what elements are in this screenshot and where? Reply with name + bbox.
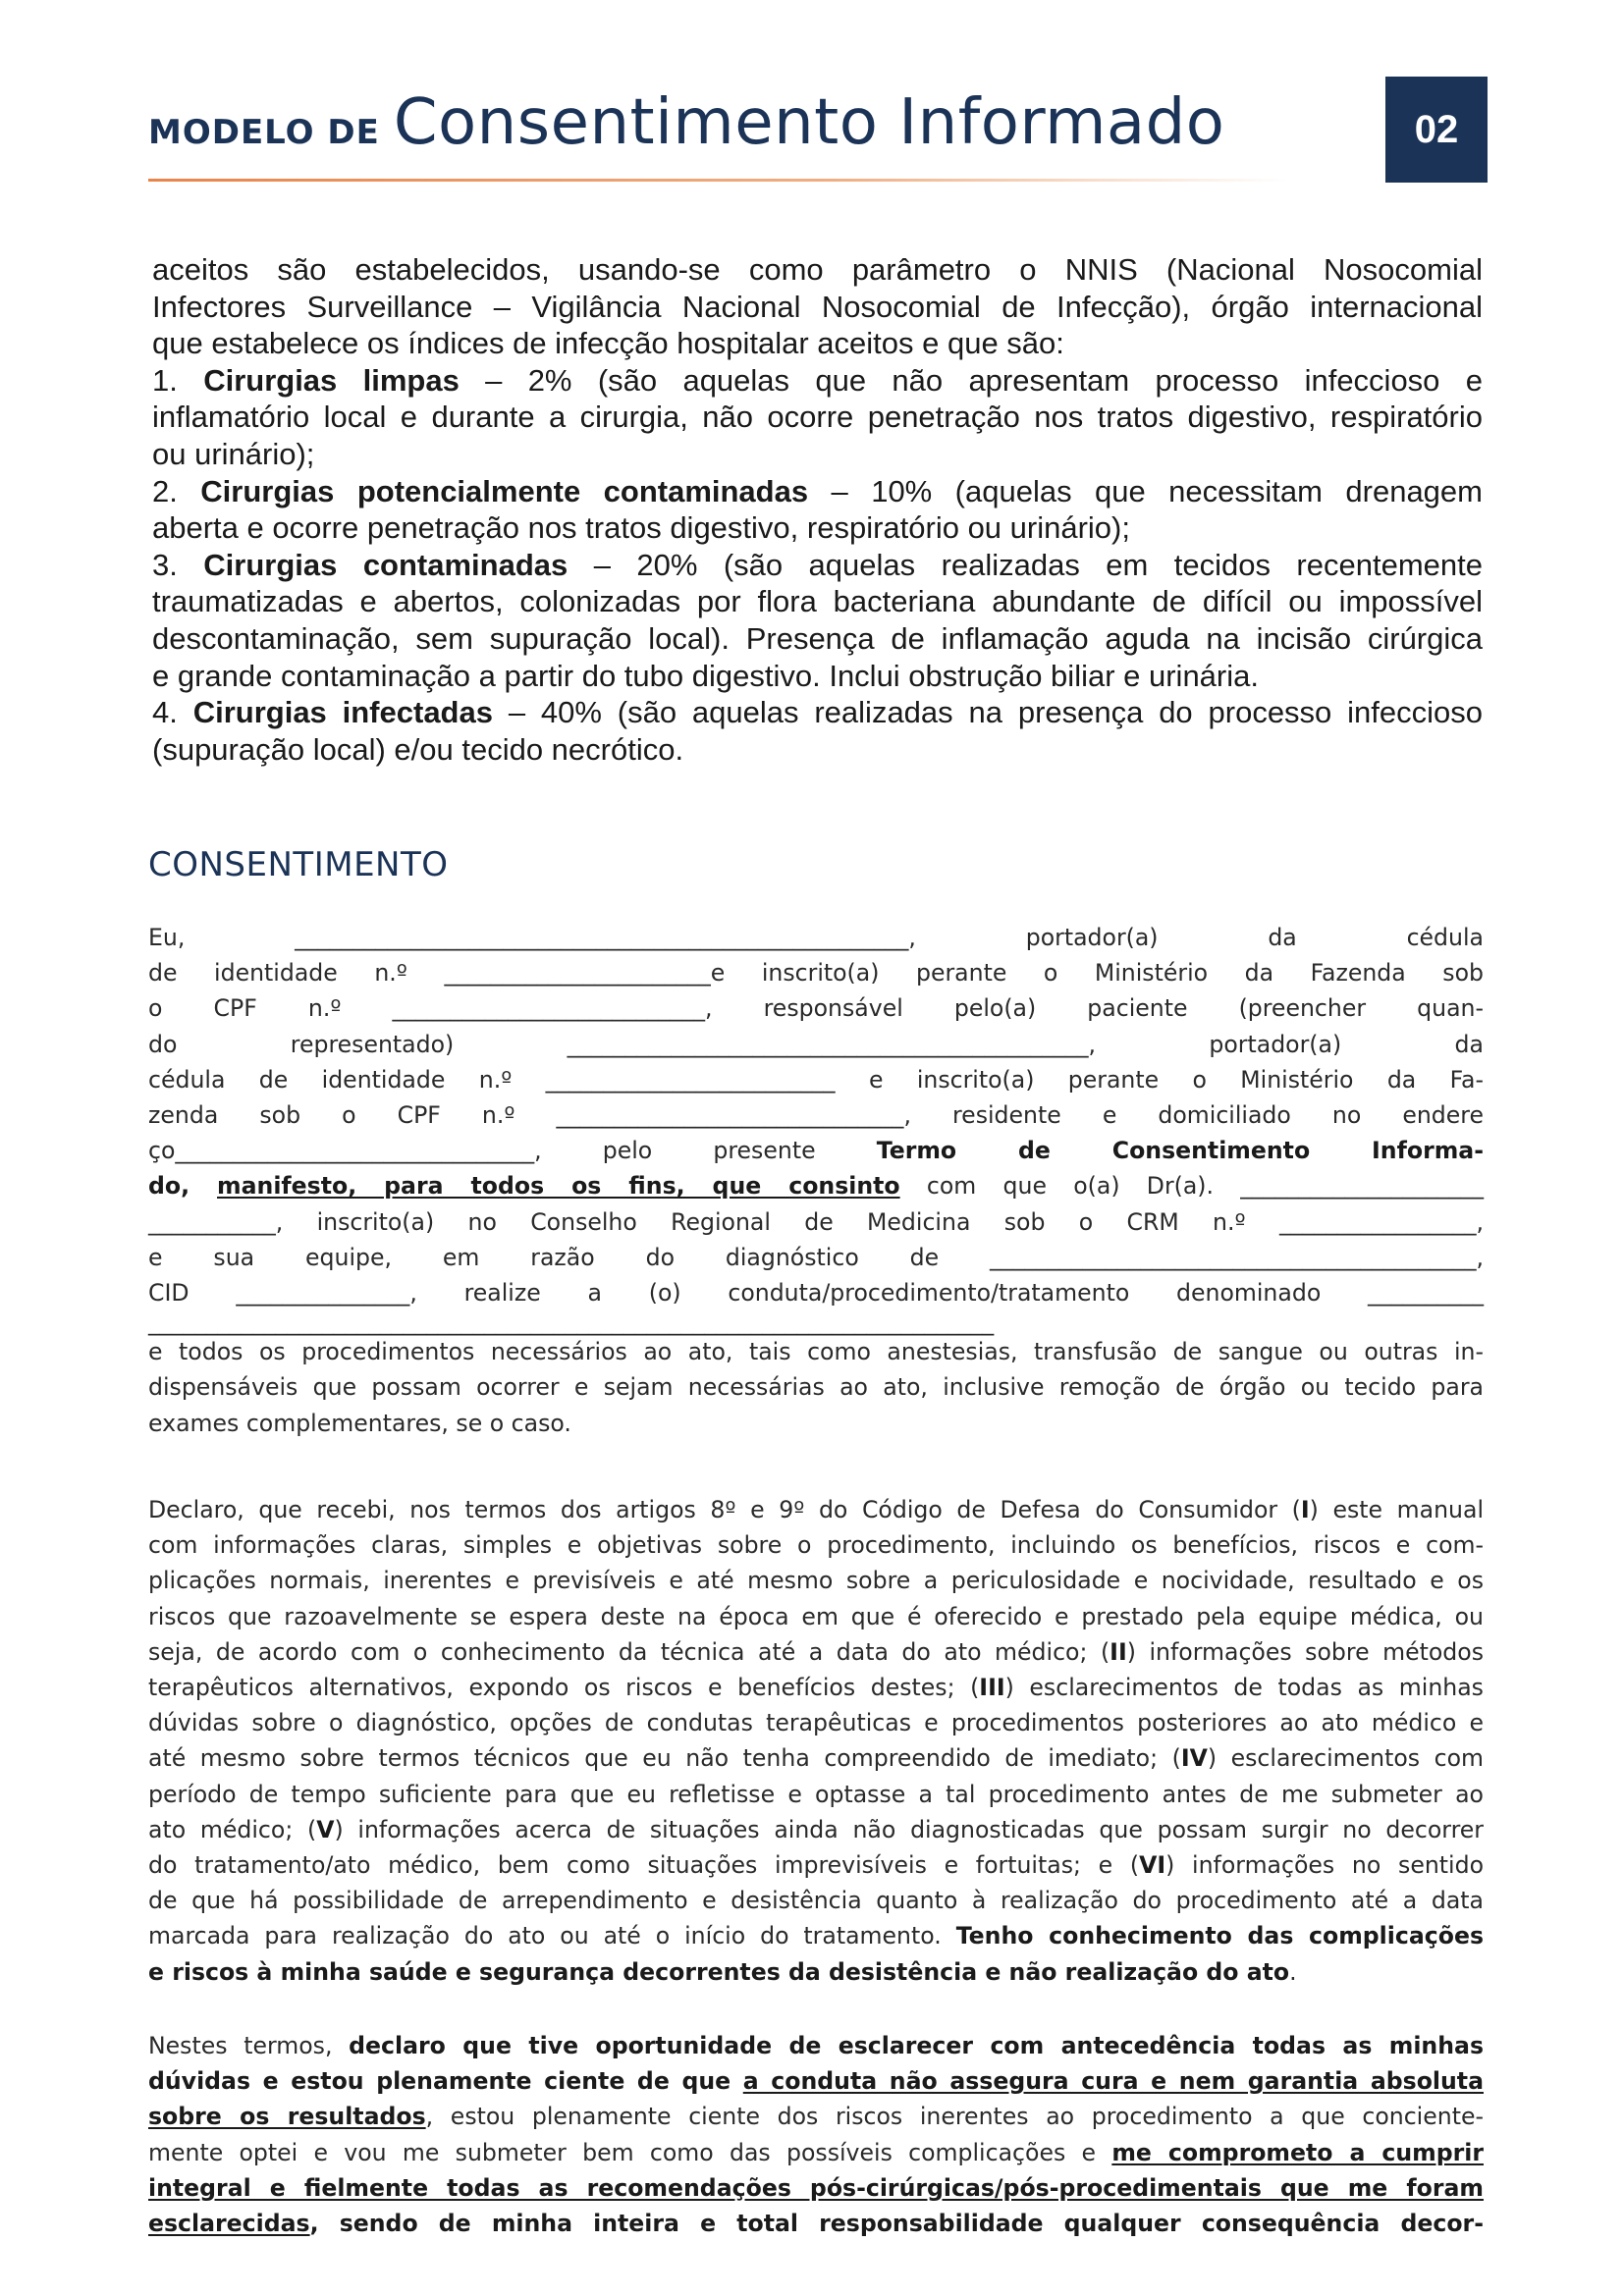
paragraph-line: terapêuticos alternativos, expondo os riscos e benefícios destes; (III) esclarecimentos de todas as minhas [148, 1674, 1484, 1702]
paragraph-line: marcada para realização do ato ou até o início do tratamento. Tenho conhecimento das complicações [148, 1922, 1485, 1950]
list-item-line: inflamatório local e durante a cirurgia, não ocorre penetração nos tratos digestivo, respiratório [152, 400, 1483, 435]
form-line: CID _______________, realize a (o) conduta/procedimento/tratamento denominado __________ [148, 1279, 1484, 1308]
paragraph-line: riscos que razoavelmente se espera deste na época em que é oferecido e prestado pela equipe médica, ou [148, 1602, 1484, 1630]
list-item-line: traumatizadas e abertos, colonizadas por flora bacteriana abundante de difícil ou impossível [152, 584, 1483, 619]
paragraph-line: integral e fielmente todas as recomendações pós-cirúrgicas/pós-procedimentais que me foram [148, 2173, 1484, 2202]
intro-line: que estabelece os índices de infecção hospitalar aceitos e que são: [152, 326, 1064, 361]
paragraph-line: ato médico; (V) informações acerca de situações ainda não diagnosticadas que possam surgir no decorrer [148, 1815, 1484, 1843]
paragraph-line: Declaro, que recebi, nos termos dos artigos 8º e 9º do Código de Defesa do Consumidor (I) este manual [148, 1496, 1484, 1523]
closing-paragraph [148, 2028, 1484, 2241]
form-line: e sua equipe, em razão do diagnóstico de __________________________________________, [148, 1243, 1484, 1271]
form-line: o CPF n.º ___________________________, responsável pelo(a) paciente (preencher quan- [148, 994, 1484, 1023]
form-line: e todos os procedimentos necessários ao ato, tais como anestesias, transfusão de sangue ou outras in- [148, 1338, 1484, 1366]
list-item-line: (supuração local) e/ou tecido necrótico. [152, 731, 684, 767]
list-item-infected: 4. Cirurgias infectadas – 40% (são aquelas realizadas na presença do processo infeccioso [152, 695, 1483, 730]
form-line: ___________, inscrito(a) no Conselho Regional de Medicina sob o CRM n.º _________________, [148, 1207, 1484, 1236]
list-item-contaminated: 3. Cirurgias contaminadas – 20% (são aquelas realizadas em tecidos recentemente [152, 547, 1483, 582]
form-line: de identidade n.º _______________________e inscrito(a) perante o Ministério da Fazenda sob [148, 959, 1484, 988]
list-item-line: aberta e ocorre penetração nos tratos digestivo, respiratório ou urinário); [152, 510, 1130, 546]
paragraph-line: e riscos à minha saúde e segurança decorrentes da desistência e não realização do ato. [148, 1957, 1297, 1986]
intro-line: aceitos são estabelecidos, usando-se como parâmetro o NNIS (Nacional Nosocomial [152, 252, 1483, 287]
form-line: cédula de identidade n.º _________________________ e inscrito(a) perante o Ministério da Fa- [148, 1065, 1484, 1094]
paragraph-line: dúvidas e estou plenamente ciente de que a conduta não assegura cura e nem garantia absoluta [148, 2067, 1484, 2096]
form-line: Eu, _____________________________________________________, portador(a) da cédula [148, 924, 1484, 951]
list-item-line: ou urinário); [152, 436, 315, 471]
list-item-line: e grande contaminação a partir do tubo digestivo. Inclui obstrução biliar e urinária. [152, 658, 1259, 693]
paragraph-line: dúvidas sobre o diagnóstico, opções de condutas terapêuticas e procedimentos posteriores ao ato médico e [148, 1709, 1484, 1737]
infection-rates-text [152, 251, 1483, 768]
form-line: do representado) _____________________________________________, portador(a) da [148, 1030, 1484, 1058]
paragraph-line: esclarecidas, sendo de minha inteira e total responsabilidade qualquer consequência decor- [148, 2210, 1484, 2238]
form-line: zenda sob o CPF n.º ______________________________, residente e domiciliado no endere [148, 1101, 1484, 1130]
declaration-paragraph [148, 1492, 1484, 1990]
header-prefix: MODELO DE [148, 113, 380, 152]
paragraph-line: mente optei e vou me submeter bem como das possíveis complicações e me comprometo a cumprir [148, 2138, 1484, 2166]
list-item-line: descontaminação, sem supuração local). Presença de inflamação aguda na incisão cirúrgica [152, 620, 1483, 656]
header-title: Consentimento Informado [393, 86, 1225, 159]
form-line: exames complementares, se o caso. [148, 1409, 571, 1437]
paragraph-line: com informações claras, simples e objetivas sobre o procedimento, incluindo os benefícios, riscos e com- [148, 1531, 1484, 1560]
list-item-potentially-contaminated: 2. Cirurgias potencialmente contaminadas – 10% (aquelas que necessitam drenagem [152, 473, 1483, 508]
form-line: dispensáveis que possam ocorrer e sejam necessárias ao ato, inclusive remoção de órgão ou tecido para [148, 1373, 1484, 1402]
header-divider [148, 179, 1287, 182]
list-item-clean: 1. Cirurgias limpas – 2% (são aquelas que não apresentam processo infeccioso e [152, 362, 1483, 398]
document-header-title [148, 86, 1224, 159]
paragraph-line: sobre os resultados, estou plenamente ciente dos riscos inerentes ao procedimento a que conciente- [148, 2103, 1484, 2131]
paragraph-line: período de tempo suficiente para que eu refletisse e optasse a tal procedimento antes de me submeter ao [148, 1780, 1484, 1808]
paragraph-line: de que há possibilidade de arrependimento e desistência quanto à realização do procedimento até a data [148, 1887, 1484, 1915]
intro-line: Infectores Surveillance – Vigilância Nacional Nosocomial de Infecção), órgão internacional [152, 289, 1483, 324]
page-number-badge: 02 [1385, 77, 1488, 183]
form-line: do, manifesto, para todos os fins, que consinto com que o(a) Dr(a). _____________________ [148, 1172, 1484, 1201]
consent-form-block [148, 920, 1484, 1441]
form-line: _________________________________________________________________________ [148, 1308, 995, 1337]
paragraph-line: Nestes termos, declaro que tive oportunidade de esclarecer com antecedência todas as minhas [148, 2032, 1484, 2059]
paragraph-line: plicações normais, inerentes e previsíveis e até mesmo sobre a periculosidade e nocividade, resultado e os [148, 1567, 1484, 1595]
paragraph-line: seja, de acordo com o conhecimento da técnica até a data do ato médico; (II) informações sobre métodos [148, 1637, 1485, 1666]
paragraph-line: até mesmo sobre termos técnicos que eu não tenha compreendido de imediato; (IV) esclarecimentos com [148, 1744, 1484, 1773]
form-line: ço_______________________________, pelo presente Termo de Consentimento Informa- [148, 1137, 1485, 1165]
paragraph-line: do tratamento/ato médico, bem como situações imprevisíveis e fortuitas; e (VI) informações no sentido [148, 1851, 1485, 1880]
section-title: CONSENTIMENTO [148, 845, 449, 884]
